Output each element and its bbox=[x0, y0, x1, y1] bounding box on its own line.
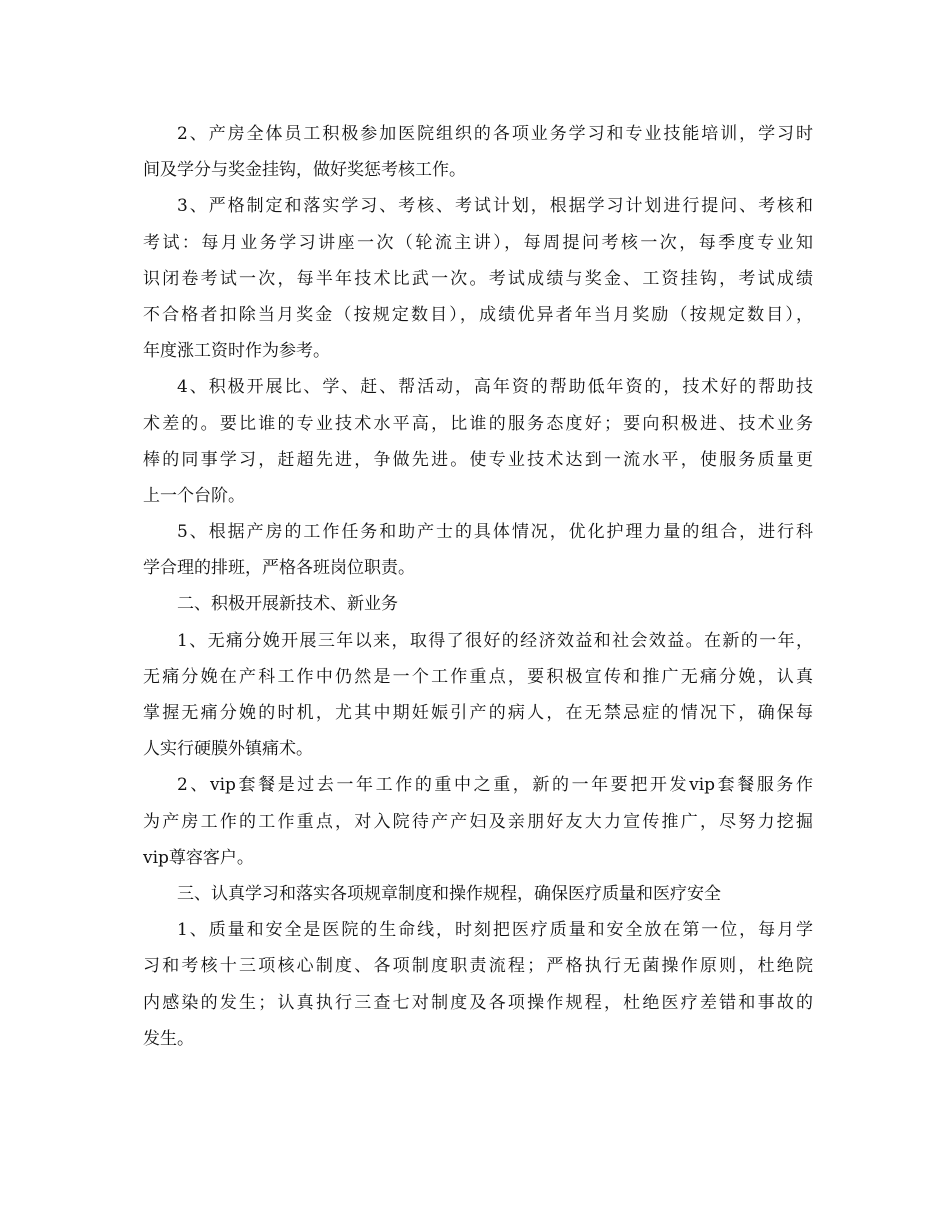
text-line: 人实行硬膜外镇痛术。 bbox=[143, 739, 313, 760]
text-line: 年度涨工资时作为参考。 bbox=[143, 341, 330, 362]
text-line: 1、质量和安全是医院的生命线，时刻把医疗质量和安全放在第一位，每月学 bbox=[177, 920, 813, 941]
text-line: 识闭卷考试一次，每半年技术比武一次。考试成绩与奖金、工资挂钩，考试成绩 bbox=[143, 268, 813, 289]
text-line: 二、积极开展新技术、新业务 bbox=[177, 594, 398, 615]
text-line: 术差的。要比谁的专业技术水平高，比谁的服务态度好；要向积极进、技术业务 bbox=[143, 413, 813, 434]
text-line: 无痛分娩在产科工作中仍然是一个工作重点，要积极宣传和推广无痛分娩，认真 bbox=[143, 666, 813, 687]
text-line: 1、无痛分娩开展三年以来，取得了很好的经济效益和社会效益。在新的一年， bbox=[177, 630, 813, 651]
text-line: vip尊容客户。 bbox=[143, 847, 254, 868]
document-body bbox=[143, 116, 813, 1057]
text-line: 为产房工作的工作重点，对入院待产产妇及亲朋好友大力宣传推广，尽努力挖掘 bbox=[143, 811, 813, 832]
text-line: 掌握无痛分娩的时机，尤其中期妊娠引产的病人，在无禁忌症的情况下，确保每 bbox=[143, 703, 813, 723]
text-line: 3、严格制定和落实学习、考核、考试计划，根据学习计划进行提问、考核和 bbox=[177, 196, 813, 217]
text-line: 上一个台阶。 bbox=[143, 485, 245, 506]
text-line: 内感染的发生；认真执行三查七对制度及各项操作规程，杜绝医疗差错和事故的 bbox=[143, 992, 813, 1013]
text-line: 4、积极开展比、学、赶、帮活动，高年资的帮助低年资的，技术好的帮助技 bbox=[177, 377, 813, 398]
text-line: 5、根据产房的工作任务和助产士的具体情况，优化护理力量的组合，进行科 bbox=[177, 522, 813, 543]
text-line: 棒的同事学习，赶超先进，争做先进。使专业技术达到一流水平，使服务质量更 bbox=[143, 449, 813, 470]
text-line: 学合理的排班，严格各班岗位职责。 bbox=[143, 558, 415, 579]
text-line: 2、vip套餐是过去一年工作的重中之重，新的一年要把开发vip套餐服务作 bbox=[177, 775, 813, 796]
text-line: 不合格者扣除当月奖金（按规定数目），成绩优异者年当月奖励（按规定数目）， bbox=[143, 304, 813, 325]
text-line: 2、产房全体员工积极参加医院组织的各项业务学习和专业技能培训，学习时 bbox=[177, 124, 813, 144]
text-line: 习和考核十三项核心制度、各项制度职责流程；严格执行无菌操作原则，杜绝院 bbox=[143, 956, 813, 977]
text-line: 间及学分与奖金挂钩，做好奖惩考核工作。 bbox=[143, 160, 466, 181]
text-line: 考试：每月业务学习讲座一次（轮流主讲），每周提问考核一次，每季度专业知 bbox=[143, 232, 813, 253]
text-line: 三、认真学习和落实各项规章制度和操作规程，确保医疗质量和医疗安全 bbox=[177, 883, 721, 904]
text-line: 发生。 bbox=[143, 1028, 194, 1049]
